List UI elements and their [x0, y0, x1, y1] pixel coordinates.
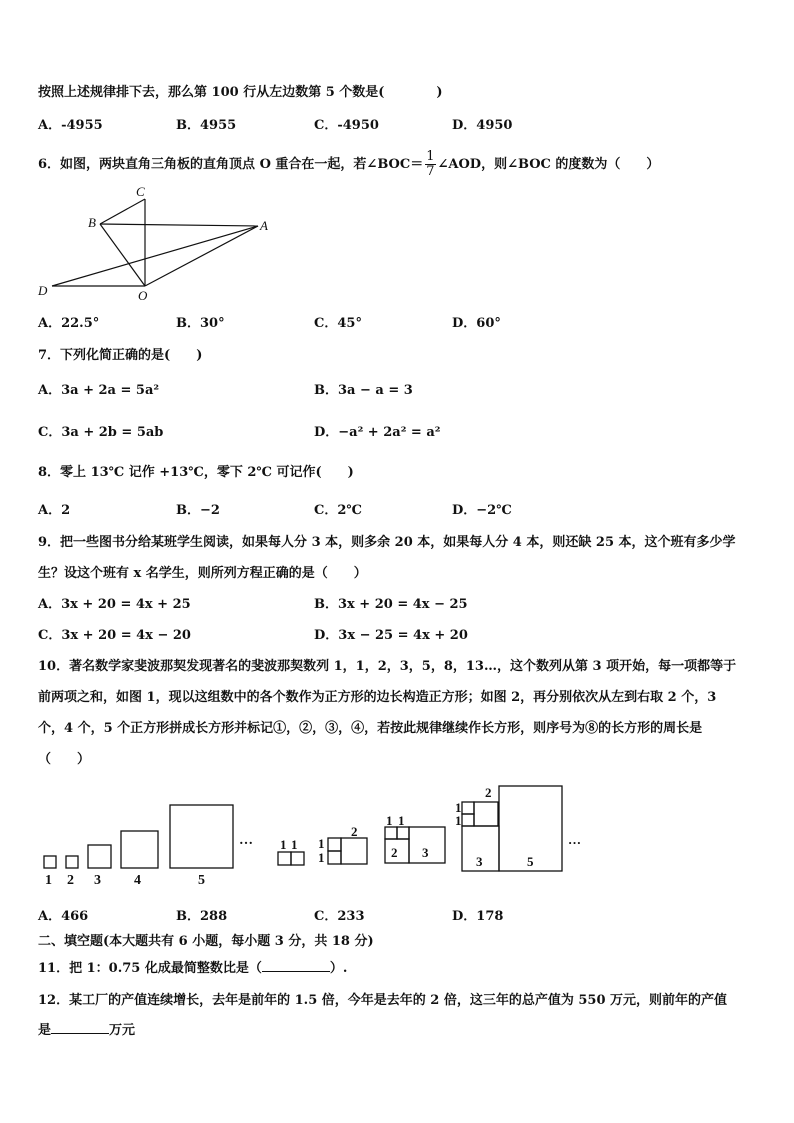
q10-figure-1: [36, 800, 266, 890]
svg-text:1: 1: [291, 837, 298, 852]
square-5: [170, 805, 233, 868]
q6-option-c: C．45°: [314, 316, 362, 331]
q5-option-d: D．4950: [452, 118, 513, 133]
q10-option-d: D．178: [452, 909, 504, 924]
q9-option-a: A．3x + 20 = 4x + 25: [38, 597, 191, 612]
section-2-heading: 二、填空题(本大题共有 6 小题，每小题 3 分，共 18 分): [38, 934, 374, 949]
q5-option-c: C．-4950: [314, 118, 379, 133]
q9-line-2: 生？设这个班有 x 名学生，则所列方程正确的是（ ）: [38, 566, 367, 581]
svg-text:3: 3: [422, 845, 429, 860]
line-oa: [145, 226, 258, 286]
rectangle-1: [278, 852, 304, 865]
q7-text: 7．下列化简正确的是( ): [38, 348, 203, 363]
q9-option-c: C．3x + 20 = 4x − 20: [38, 628, 191, 643]
q10-line-2: 前两项之和，如图 1，现以这组数中的各个数作为正方形的边长构造正方形；如图 2，再分别依次从左到右取 2 个，3: [38, 690, 717, 705]
label-a: A: [260, 218, 268, 233]
svg-text:1: 1: [280, 837, 287, 852]
q5-option-b: B．4955: [176, 118, 237, 133]
label-d: D: [38, 283, 48, 298]
svg-text:1: 1: [398, 813, 405, 828]
label-o: O: [138, 288, 148, 302]
fig1-label-5: 5: [198, 873, 205, 888]
svg-text:1: 1: [455, 800, 462, 815]
q6-option-b: B．30°: [176, 316, 225, 331]
line-da: [52, 226, 258, 286]
q6-text: [38, 150, 659, 179]
q7-option-a: A．3a + 2a = 5a²: [38, 383, 160, 398]
q10-line-4: （ ）: [38, 752, 91, 767]
fig2-ellipsis: …: [568, 832, 581, 847]
q6-frac-num: 1: [426, 149, 435, 164]
q8-option-b: B．−2: [176, 503, 220, 518]
label-b: B: [88, 215, 96, 230]
svg-text:2: 2: [351, 824, 358, 839]
q9-line-1: 9．把一些图书分给某班学生阅读，如果每人分 3 本，则多余 20 本，如果每人分 4 本，则还缺 25 本，这个班有多少学: [38, 535, 736, 550]
q5-option-a: A．-4955: [38, 118, 103, 133]
q11-answer-blank[interactable]: [262, 971, 330, 972]
svg-text:5: 5: [527, 854, 534, 869]
svg-text:1: 1: [455, 813, 462, 828]
q6-text-a: 6．如图，两块直角三角板的直角顶点 O 重合在一起，若∠BOC＝: [38, 157, 424, 172]
square-3: [88, 845, 111, 868]
q7-option-c: C．3a + 2b = 5ab: [38, 425, 164, 440]
q7-option-b: B．3a − a = 3: [314, 383, 413, 398]
rectangle-2: [328, 838, 367, 864]
q10-line-1: 10．著名数学家斐波那契发现著名的斐波那契数列 1，1，2，3，5，8，13…，这个数列从第 3 项开始，每一项都等于: [38, 659, 737, 674]
line-cb: [100, 199, 145, 224]
square-4: [121, 831, 158, 868]
q12-line-2: [38, 1019, 135, 1038]
q9-option-d: D．3x − 25 = 4x + 20: [314, 628, 468, 643]
square-2: [66, 856, 78, 868]
q11-text-b: ）.: [329, 961, 348, 976]
q6-text-b: ∠AOD，则∠BOC 的度数为（ ）: [437, 157, 660, 172]
q8-option-c: C．2℃: [314, 503, 362, 518]
q6-fraction: [425, 150, 435, 179]
q11-text-a: 11．把 1：0.75 化成最简整数比是（: [38, 961, 262, 976]
q10-option-c: C．233: [314, 909, 365, 924]
fig1-label-1: 1: [45, 873, 52, 888]
line-bo: [100, 224, 145, 286]
q10-option-b: B．288: [176, 909, 228, 924]
q12-text-b: 万元: [109, 1023, 136, 1038]
fig1-ellipsis: …: [239, 833, 253, 848]
label-c: C: [136, 184, 145, 199]
q7-option-d: D．−a² + 2a² = a²: [314, 425, 441, 440]
q12-text-a: 是: [38, 1023, 52, 1038]
svg-text:1: 1: [318, 836, 325, 851]
q10-figure-2: [272, 780, 602, 885]
q10-option-a: A．466: [38, 909, 89, 924]
svg-text:3: 3: [476, 854, 483, 869]
q6-frac-den: 7: [426, 164, 435, 179]
line-ba: [100, 224, 258, 226]
q6-option-a: A．22.5°: [38, 316, 100, 331]
svg-text:2: 2: [485, 785, 492, 800]
fig1-label-2: 2: [67, 873, 74, 888]
svg-text:1: 1: [318, 850, 325, 865]
q6-option-d: D．60°: [452, 316, 501, 331]
q5-text: 按照上述规律排下去，那么第 100 行从左边数第 5 个数是( ): [38, 85, 443, 100]
fig1-label-3: 3: [94, 873, 101, 888]
q8-option-d: D．−2℃: [452, 503, 512, 518]
q9-option-b: B．3x + 20 = 4x − 25: [314, 597, 468, 612]
svg-text:1: 1: [386, 813, 393, 828]
q8-option-a: A．2: [38, 503, 71, 518]
q10-line-3: 个，4 个，5 个正方形拼成长方形并标记①，②，③，④，若按此规律继续作长方形，则序号为⑧的长方形的周长是: [38, 721, 703, 736]
square-1: [44, 856, 56, 868]
q8-text: 8．零上 13℃ 记作 +13℃，零下 2℃ 可记作( ): [38, 465, 354, 480]
q12-answer-blank[interactable]: [51, 1033, 109, 1034]
q11-text: [38, 957, 347, 976]
svg-text:2: 2: [391, 845, 398, 860]
q12-line-1: 12．某工厂的产值连续增长，去年是前年的 1.5 倍，今年是去年的 2 倍，这三年的总产值为 550 万元，则前年的产值: [38, 993, 728, 1008]
fig1-label-4: 4: [134, 873, 141, 888]
q6-figure: [30, 182, 280, 302]
